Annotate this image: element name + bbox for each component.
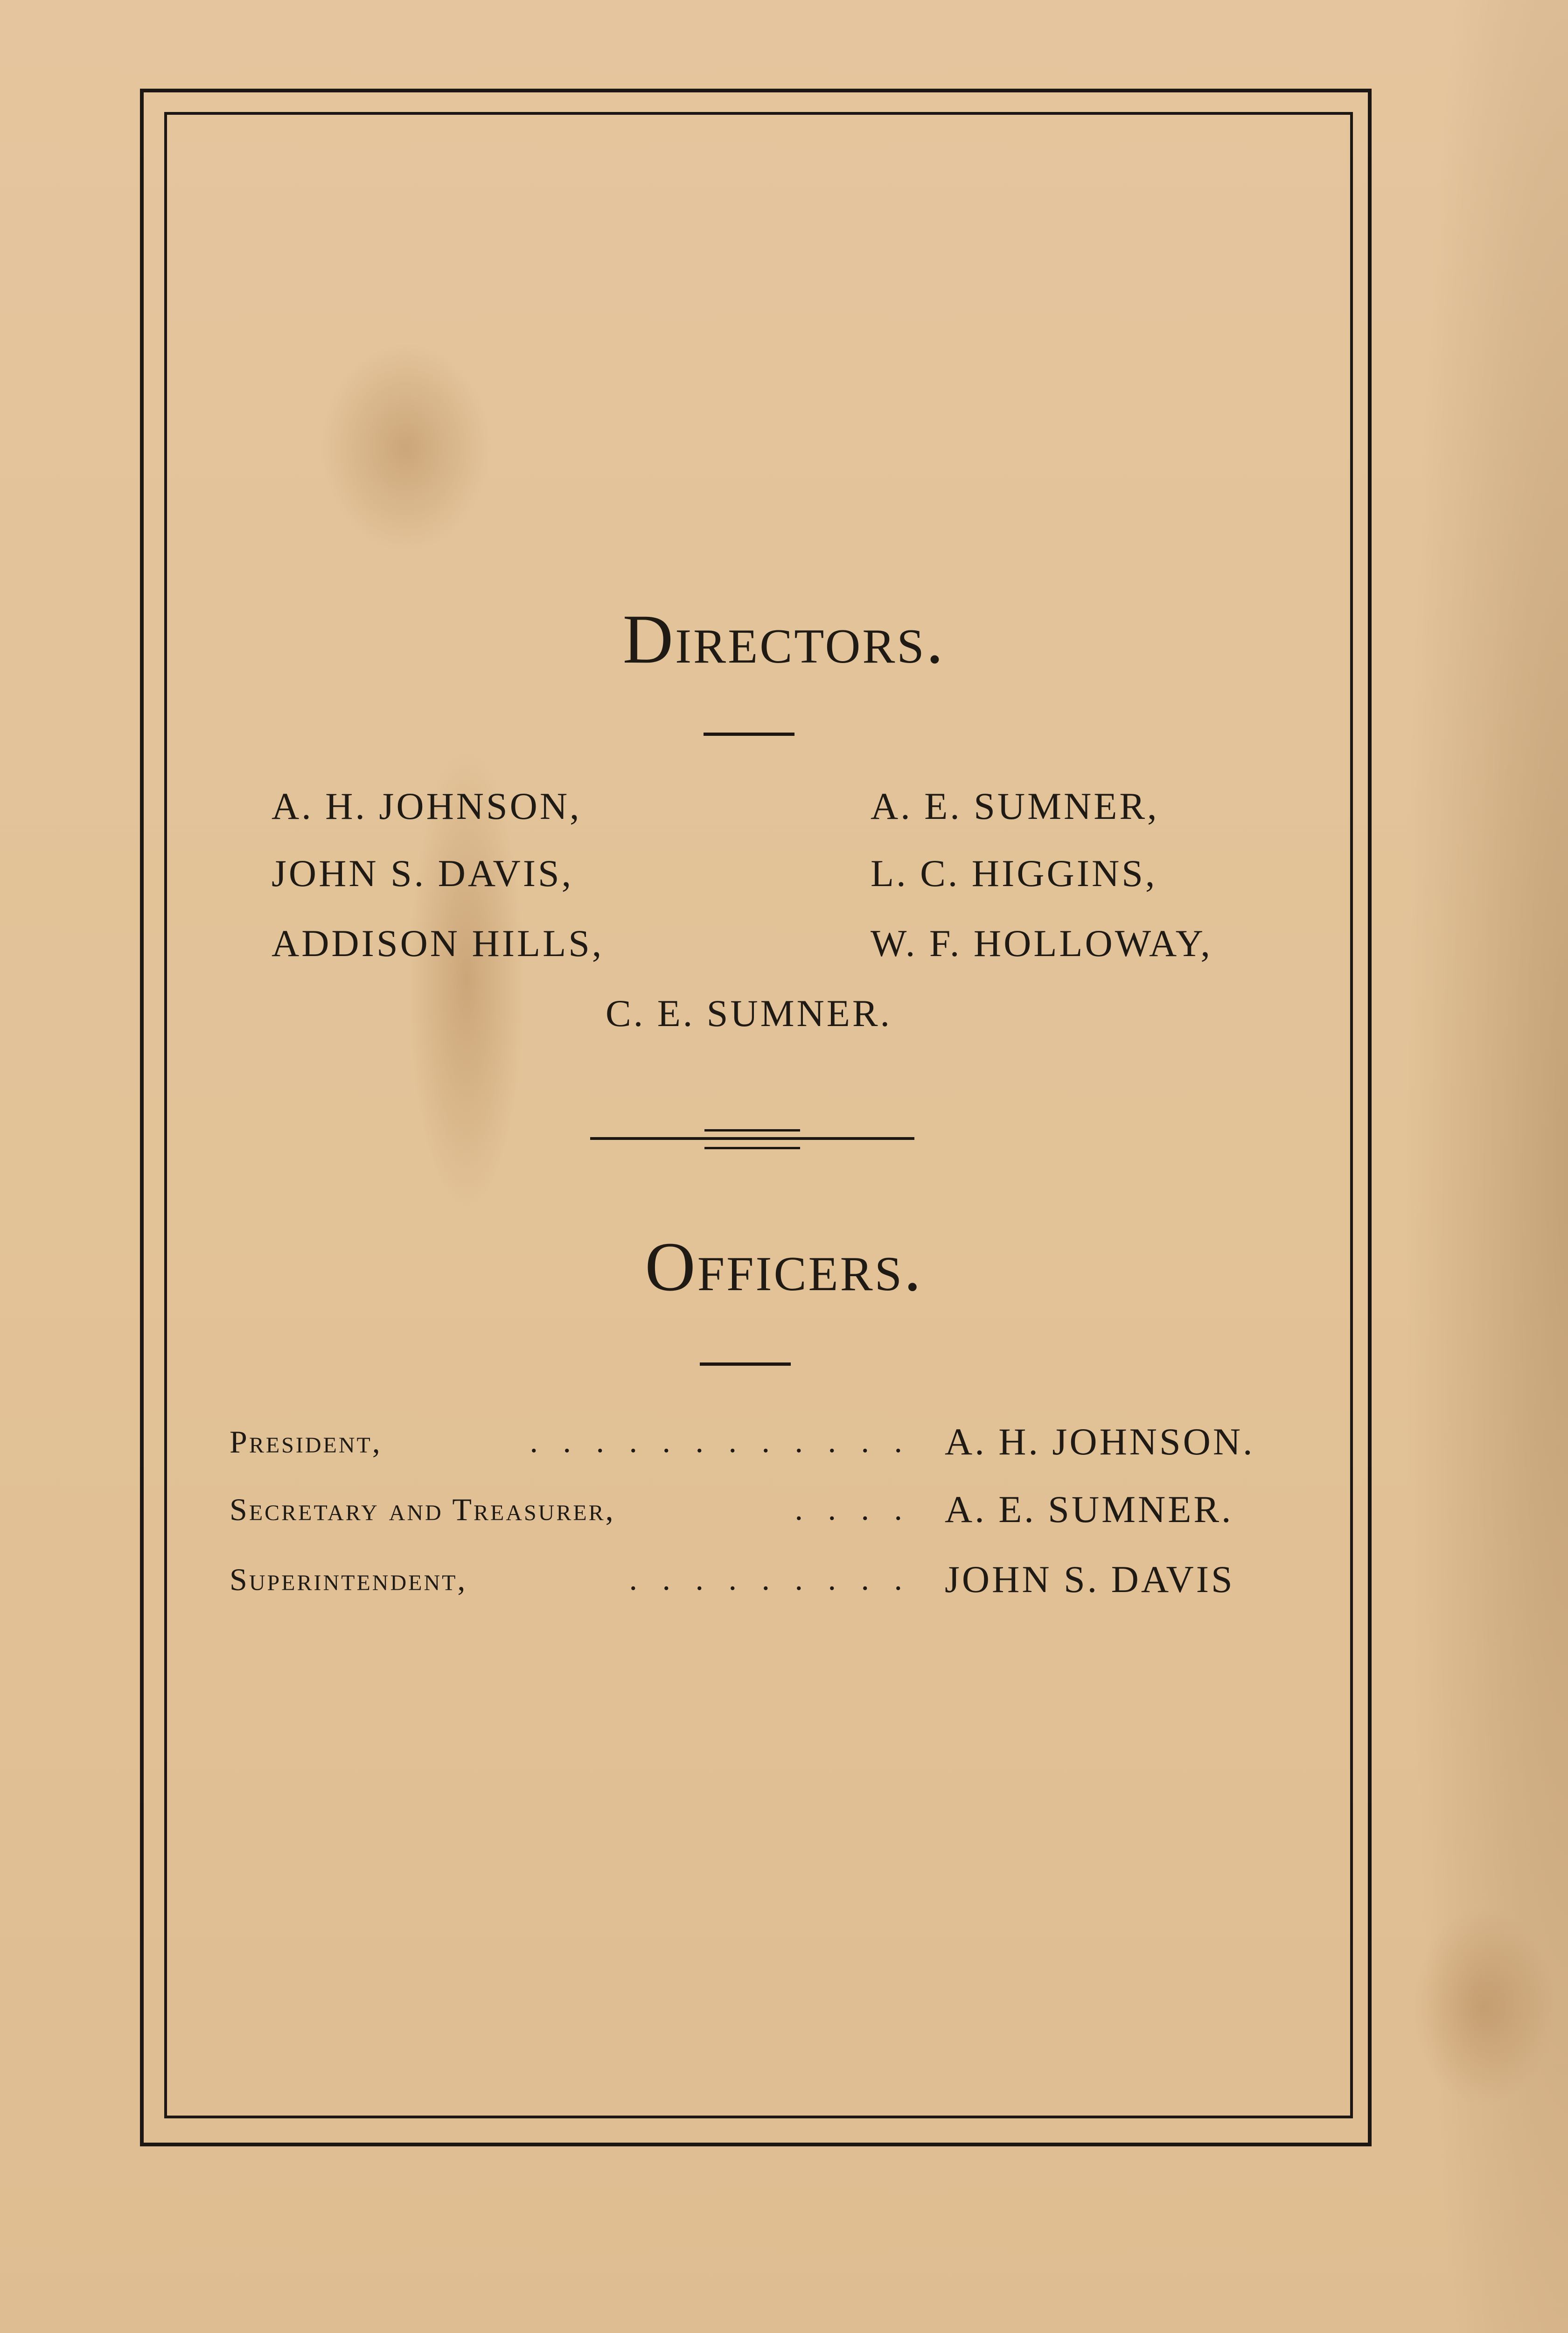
- directors-heading: Directors.: [622, 601, 946, 678]
- section-divider-long: [590, 1137, 914, 1140]
- director-name: C. E. SUMNER.: [606, 992, 892, 1034]
- director-name: JOHN S. DAVIS,: [272, 852, 574, 894]
- leader-dots: . . . . . . . . .: [629, 1561, 911, 1597]
- director-name: W. F. HOLLOWAY,: [871, 922, 1213, 964]
- director-name: ADDISON HILLS,: [272, 922, 604, 964]
- director-name: A. H. JOHNSON,: [272, 785, 582, 827]
- officers-heading: Officers.: [645, 1228, 923, 1306]
- office-holder: A. H. JOHNSON.: [945, 1420, 1255, 1463]
- section-divider-lower: [704, 1147, 800, 1149]
- office-holder: JOHN S. DAVIS: [945, 1558, 1235, 1600]
- officer-row: [230, 1554, 1279, 1605]
- inner-border: [164, 112, 1353, 2118]
- leader-dots: . . . . . . . . . . . .: [530, 1424, 911, 1460]
- director-name: A. E. SUMNER,: [871, 785, 1159, 827]
- office-title: Superintendent,: [230, 1562, 467, 1597]
- office-title: President,: [230, 1424, 382, 1460]
- officer-row: [230, 1484, 1279, 1535]
- director-name: L. C. HIGGINS,: [871, 852, 1157, 894]
- section-divider-upper: [704, 1129, 800, 1132]
- officer-row: [230, 1416, 1279, 1467]
- office-holder: A. E. SUMNER.: [945, 1488, 1233, 1530]
- office-title: Secretary and Treasurer,: [230, 1492, 615, 1527]
- leader-dots: . . . .: [794, 1491, 911, 1527]
- officers-divider: [700, 1362, 791, 1366]
- directors-divider: [704, 733, 794, 736]
